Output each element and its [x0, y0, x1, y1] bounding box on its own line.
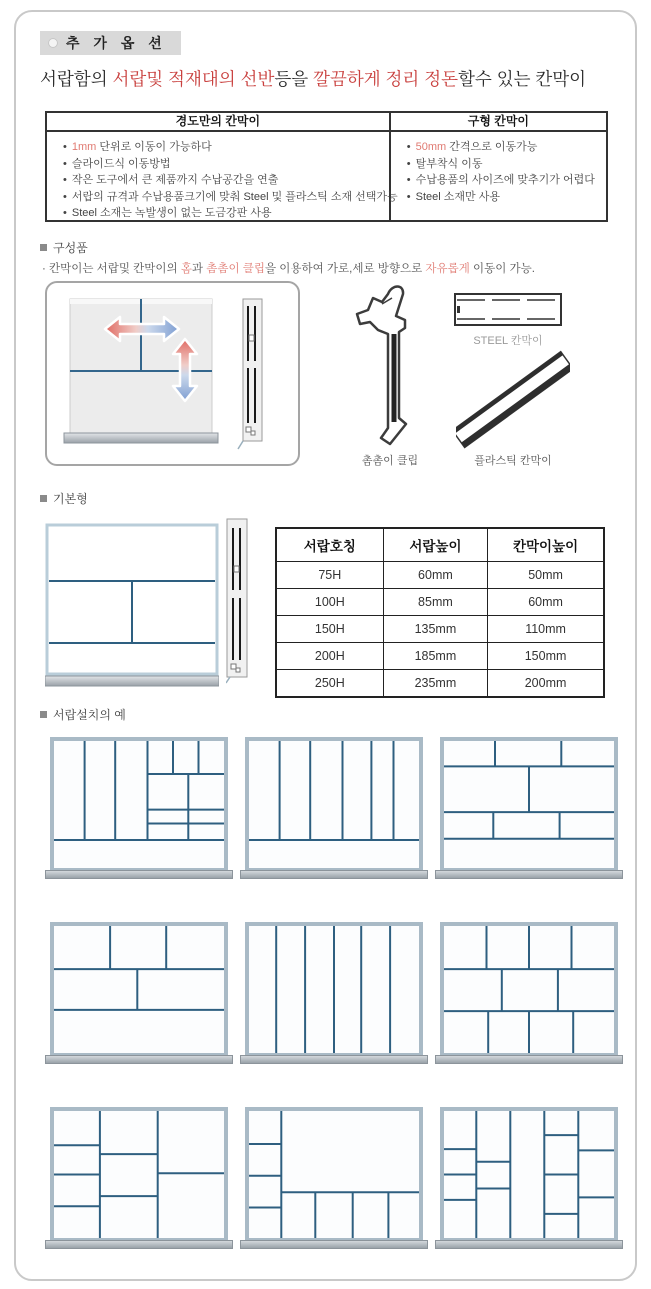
drawer-example — [240, 737, 428, 879]
drawer-example — [435, 922, 623, 1064]
section-examples — [40, 706, 126, 723]
drawer-interior — [50, 922, 228, 1055]
text-run: 서랍함의 — [40, 69, 113, 89]
text-run: 탈부착식 이동 — [415, 157, 483, 170]
feature-item — [63, 172, 385, 189]
feature-item — [407, 156, 602, 173]
drawer-layout-svg — [444, 926, 614, 1053]
feature-item — [407, 139, 602, 156]
section-components — [40, 239, 88, 256]
drawer-interior — [440, 1107, 618, 1240]
feature-item — [407, 172, 602, 189]
drawer-example — [240, 922, 428, 1064]
text-run: 서랍의 규격과 수납용품크기에 맞춰 Steel 및 플라스틱 소재 선택가능 — [71, 190, 398, 203]
text-run: 작은 도구에서 큰 제품까지 수납공간을 연출 — [71, 174, 279, 186]
drawer-interior — [50, 737, 228, 870]
text-run: 단위로 이동이 가능하다 — [96, 141, 212, 153]
spec-cell: 235mm — [383, 670, 487, 698]
drawer-interior — [440, 737, 618, 870]
drawer-base — [240, 1055, 428, 1064]
divider-profile-strip-icon — [238, 299, 262, 449]
drawer-base — [435, 1240, 623, 1249]
drawer-example — [240, 1107, 428, 1249]
comparison-column-new — [47, 113, 398, 220]
text-run: 수납용품의 사이즈에 맞추기가 어렵다 — [415, 174, 595, 186]
spec-cell: 75H — [276, 562, 383, 589]
drawer-interior — [440, 922, 618, 1055]
text-run: 슬라이드식 이동방법 — [71, 157, 171, 170]
clip-label: 촘촘이 클립 — [361, 455, 419, 467]
movement-diagram-box — [45, 281, 300, 466]
spec-cell: 200mm — [488, 670, 604, 698]
steel-divider-label: STEEL 칸막이 — [473, 335, 543, 347]
drawer-base — [45, 1055, 233, 1064]
text-run: Steel 소재는 녹발생이 없는 도금강판 사용 — [71, 207, 272, 219]
section-examples-label: 서랍설치의 예 — [53, 708, 126, 722]
text-run: Steel 소재만 사용 — [415, 190, 500, 203]
drawer-interior — [245, 737, 423, 870]
spec-row — [276, 562, 604, 589]
drawer-layout-svg — [249, 1111, 419, 1238]
drawer-base — [45, 1240, 233, 1249]
components-note — [42, 260, 535, 276]
text-run: 촘촘이 클립 — [206, 263, 265, 275]
drawer-example — [45, 922, 233, 1064]
drawer-example — [435, 1107, 623, 1249]
text-run: 서랍및 적재대의 선반 — [112, 69, 275, 89]
badge-label: 추 가 옵 션 — [66, 35, 167, 51]
spec-row — [276, 616, 604, 643]
page-title — [40, 66, 586, 91]
feature-list-new — [47, 132, 398, 222]
comparison-header-old: 구형 칸막이 — [391, 113, 606, 132]
section-badge — [40, 31, 181, 55]
feature-item — [63, 205, 385, 222]
spec-column-header: 서랍호칭 — [276, 528, 383, 562]
drawer-layout-svg — [249, 926, 419, 1053]
text-run: 깔끔하게 정리 정돈 — [313, 69, 459, 89]
comparison-column-old — [391, 113, 606, 220]
text-run: 50mm — [415, 141, 447, 153]
drawer-base — [45, 870, 233, 879]
spec-cell: 60mm — [383, 562, 487, 589]
bullet-dot-icon — [48, 38, 58, 48]
drawer-interior — [245, 922, 423, 1055]
section-basic — [40, 490, 88, 507]
section-components-label: 구성품 — [53, 241, 88, 255]
clip-figure-icon — [348, 282, 432, 458]
divider-profile-strip-icon — [226, 518, 248, 684]
drawer-layout-svg — [444, 1111, 614, 1238]
text-run: 간격으로 이동가능 — [446, 141, 538, 153]
steel-divider-icon — [452, 286, 564, 334]
square-bullet-icon — [40, 244, 47, 251]
spec-cell: 150H — [276, 616, 383, 643]
size-spec-table — [275, 527, 605, 698]
text-run: 홈 — [180, 263, 192, 275]
plastic-divider-icon — [456, 344, 570, 456]
plastic-divider-label: 플라스틱 칸막이 — [474, 455, 552, 467]
comparison-table — [45, 111, 608, 222]
text-run: 자유롭게 — [425, 263, 470, 275]
text-run: 할수 있는 칸막이 — [458, 69, 587, 89]
spec-cell: 50mm — [488, 562, 604, 589]
comparison-header-new: 경도만의 칸막이 — [47, 113, 389, 132]
feature-item — [63, 189, 398, 206]
text-run: 을 이용하여 가로,세로 방향으로 — [264, 263, 426, 275]
drawer-example — [45, 1107, 233, 1249]
spec-cell: 85mm — [383, 589, 487, 616]
text-run: 1mm — [71, 141, 97, 153]
feature-item — [407, 189, 602, 206]
drawer-example — [435, 737, 623, 879]
drawer-layout-svg — [249, 741, 419, 868]
drawer-example — [45, 737, 233, 879]
drawer-base — [240, 1240, 428, 1249]
text-run: · 칸막이는 서랍및 칸막이의 — [42, 263, 181, 275]
spec-column-header: 서랍높이 — [383, 528, 487, 562]
drawer-base — [240, 870, 428, 879]
drawer-base — [435, 1055, 623, 1064]
drawer-interior — [50, 1107, 228, 1240]
section-basic-label: 기본형 — [53, 492, 88, 506]
feature-item — [63, 156, 385, 173]
spec-cell: 110mm — [488, 616, 604, 643]
text-run: 과 — [191, 263, 207, 275]
spec-cell: 135mm — [383, 616, 487, 643]
drawer-layout-svg — [54, 1111, 224, 1238]
square-bullet-icon — [40, 711, 47, 718]
spec-cell: 150mm — [488, 643, 604, 670]
square-bullet-icon — [40, 495, 47, 502]
spec-cell: 100H — [276, 589, 383, 616]
spec-cell: 200H — [276, 643, 383, 670]
text-run: 등을 — [274, 69, 314, 89]
drawer-layout-svg — [54, 926, 224, 1053]
spec-cell: 185mm — [383, 643, 487, 670]
spec-row — [276, 670, 604, 698]
drawer-interior — [245, 1107, 423, 1240]
drawer-layout-svg — [54, 741, 224, 868]
text-run: 이동이 가능. — [469, 263, 535, 275]
basic-drawer-diagram — [45, 523, 219, 687]
drawer-topview-diagram — [47, 283, 298, 464]
spec-cell: 60mm — [488, 589, 604, 616]
spec-cell: 250H — [276, 670, 383, 698]
feature-list-old — [391, 132, 606, 205]
drawer-layout-svg — [444, 741, 614, 868]
spec-row — [276, 589, 604, 616]
feature-item — [63, 139, 385, 156]
spec-row — [276, 643, 604, 670]
spec-column-header: 칸막이높이 — [488, 528, 604, 562]
drawer-base — [435, 870, 623, 879]
